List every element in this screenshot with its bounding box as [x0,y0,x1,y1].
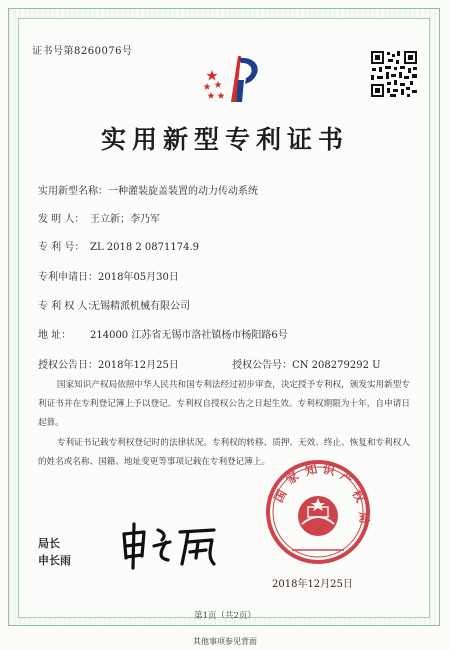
svg-text:家: 家 [283,468,302,488]
svg-text:产: 产 [337,468,356,488]
patent-office-logo [198,50,268,105]
filing-date-row [38,268,179,283]
utility-model-name-row [38,182,258,197]
grant-paragraph: 国家知识产权局依照中华人民共和国专利法经过初步审查，决定授予专利权，颁发实用新型专利证书并在专利登记簿上予以登记。专利权自授权公告之日起生效。专利权期限为十年，自申请日起算。 [38,380,410,428]
seal-date: 2018年12月25日 [272,579,353,590]
patent-number-label: 专 利 号： [38,242,85,253]
director-signature-text: 申长雨 [118,520,121,521]
inventor-label: 发 明 人： [38,214,85,225]
address-value: 214000 江苏省无锡市洛社镇杨市杨阳路6号 [90,330,288,341]
address-label: 地 址： [38,330,72,341]
patent-number-row [38,238,199,253]
announcement-date-label: 授权公告日： [38,360,98,371]
announcement-number-value: CN 208279292 U [292,360,381,371]
legal-status-paragraph: 专利证书记载专利权登记时的法律状况。专利权的转移、质押、无效、终止、恢复和专利权人的姓名或名称、国籍、地址变更等事项记载在专利登记簿上。 [38,438,410,467]
official-seal [262,450,374,580]
page-number: 第1页（共2页） [194,611,256,621]
svg-text:国: 国 [271,487,290,505]
address-row [38,326,288,341]
patent-holder-row [38,297,190,312]
director-signature [118,520,228,572]
patent-holder-value: 无锡精派机械有限公司 [90,301,190,312]
announcement-date-value: 2018年12月25日 [98,360,179,371]
utility-model-name-label: 实用新型名称： [38,186,108,197]
director-title: 局长 [38,537,60,550]
svg-text:识: 识 [321,461,337,479]
filing-date-value: 2018年05月30日 [98,272,179,283]
announcement-number-label: 授权公告号： [232,360,293,371]
inventor-value: 王立新；李乃军 [90,214,160,225]
back-page-note: 其他事项参见背面 [193,637,257,646]
patent-number-value: ZL 2018 2 0871174.9 [90,242,200,253]
svg-text:权: 权 [349,487,368,505]
seal-text: 国家知识产权局 [262,450,269,451]
director-name: 申长雨 [38,554,71,567]
svg-text:知: 知 [303,461,319,479]
inventor-row [38,210,160,225]
svg-text:局: 局 [356,511,372,525]
filing-date-label: 专利申请日： [38,272,98,283]
utility-model-name-value: 一种灌装旋盖装置的动力传动系统 [108,186,258,197]
qr-code-icon [370,50,418,98]
certificate-title: 实用新型专利证书 [100,125,349,154]
certificate-number: 证书号第8260076号 [32,46,133,57]
patent-holder-label: 专 利 权 人： [38,301,98,312]
announcement-row [38,356,381,371]
